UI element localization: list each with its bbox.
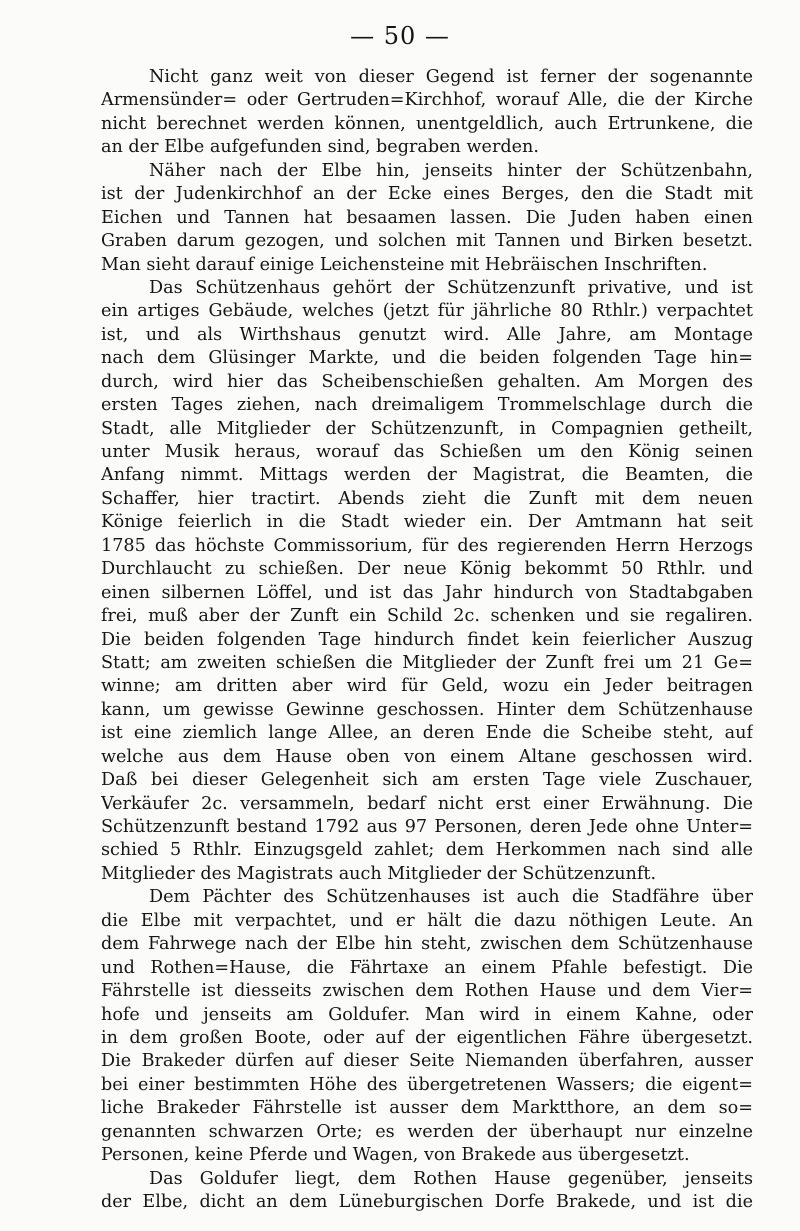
text-line: hofe und jenseits am Goldufer. Man wird in einem Kahne, oder xyxy=(101,1004,753,1025)
text-line: winne; am dritten aber wird für Geld, wozu ein Jeder beitragen xyxy=(101,676,753,697)
text-line: Könige feierlich in die Stadt wieder ein. Der Amtmann hat seit xyxy=(101,512,753,533)
text-line: ist, und als Wirthshaus genutzt wird. Alle Jahre, am Montage xyxy=(101,324,753,345)
text-line: nicht berechnet werden können, unentgeldlich, auch Ertrunkene, die xyxy=(101,113,753,134)
text-line: und Rothen=Hause, die Fährtaxe an einem Pfahle befestigt. Die xyxy=(101,957,753,978)
text-line: der Elbe, dicht an dem Lüneburgischen Dorfe Brakede, und ist die xyxy=(101,1192,753,1212)
text-line: Mitglieder des Magistrats auch Mitglieder der Schützenzunft. xyxy=(101,863,657,884)
text-line: genannten schwarzen Orte; es werden der überhaupt nur einzelne xyxy=(101,1121,753,1142)
text-line: die Elbe mit verpachtet, und er hält die dazu nöthigen Leute. An xyxy=(101,910,753,931)
text-line: Durchlaucht zu schießen. Der neue König bekommt 50 Rthlr. und xyxy=(101,559,753,580)
text-line: einen silbernen Löffel, und ist das Jahr hindurch von Stadtabgaben xyxy=(101,582,753,603)
text-line: Fährstelle ist diesseits zwischen dem Rothen Hause und dem Vier= xyxy=(101,981,753,1002)
text-line: Statt; am zweiten schießen die Mitglieder der Zunft frei um 21 Ge= xyxy=(101,652,753,673)
text-line: Personen, keine Pferde und Wagen, von Brakede aus übergesetzt. xyxy=(101,1145,690,1166)
text-line: Näher nach der Elbe hin, jenseits hinter der Schützenbahn, xyxy=(149,160,753,181)
text-line: Daß bei dieser Gelegenheit sich am ersten Tage viele Zuschauer, xyxy=(101,770,753,791)
text-line: Die Brakeder dürfen auf dieser Seite Niemanden überfahren, ausser xyxy=(101,1051,753,1072)
text-line: kann, um gewisse Gewinne geschossen. Hinter dem Schützenhause xyxy=(101,699,753,720)
text-line: nach dem Glüsinger Markte, und die beiden folgenden Tage hin= xyxy=(101,348,753,369)
text-line: Das Schützenhaus gehört der Schützenzunft privative, und ist xyxy=(149,277,753,298)
text-line: an der Elbe aufgefunden sind, begraben werden. xyxy=(101,137,539,158)
body-text xyxy=(101,66,753,1214)
text-line: bei einer bestimmten Höhe des übergetretenen Wassers; die eigent= xyxy=(101,1074,753,1095)
text-line: durch, wird hier das Scheibenschießen gehalten. Am Morgen des xyxy=(101,371,753,392)
text-line: ein artiges Gebäude, welches (jetzt für jährliche 80 Rthlr.) verpachtet xyxy=(101,301,753,322)
text-line: in dem großen Boote, oder auf der eigentlichen Fähre übergesetzt. xyxy=(101,1027,753,1048)
text-line: Verkäufer 2c. versammeln, bedarf nicht erst einer Erwähnung. Die xyxy=(101,793,753,814)
text-line: ist eine ziemlich lange Allee, an deren Ende die Scheibe steht, auf xyxy=(101,723,753,744)
text-line: Schützenzunft bestand 1792 aus 97 Personen, deren Jede ohne Unter= xyxy=(101,817,753,837)
text-line: 1785 das höchste Commissorium, für des regierenden Herrn Herzogs xyxy=(101,535,753,556)
text-line: Anfang nimmt. Mittags werden der Magistrat, die Beamten, die xyxy=(101,465,753,486)
text-line: liche Brakeder Fährstelle ist ausser dem Marktthore, an dem so= xyxy=(101,1098,753,1119)
text-line: Armensünder= oder Gertruden=Kirchhof, worauf Alle, die der Kirche xyxy=(101,90,753,111)
text-line: Eichen und Tannen hat besaamen lassen. Die Juden haben einen xyxy=(101,207,753,228)
text-line: unter Musik heraus, worauf das Schießen um den König seinen xyxy=(101,442,753,462)
text-line: schied 5 Rthlr. Einzugsgeld zahlet; dem Herkommen nach sind alle xyxy=(101,840,753,861)
text-line: welche aus dem Hause oben von einem Altane geschossen wird. xyxy=(101,746,753,767)
text-line: Stadt, alle Mitglieder der Schützenzunft, in Compagnien getheilt, xyxy=(101,418,753,439)
text-line: Graben darum gezogen, und solchen mit Tannen und Birken besetzt. xyxy=(101,231,753,252)
text-line: Schaffer, hier tractirt. Abends zieht die Zunft mit dem neuen xyxy=(101,488,753,509)
text-line: ist der Judenkirchhof an der Ecke eines Berges, den die Stadt mit xyxy=(101,184,753,205)
text-line: Die beiden folgenden Tage hindurch findet kein feierlicher Auszug xyxy=(101,629,753,650)
text-line: Das Goldufer liegt, dem Rothen Hause gegenüber, jenseits xyxy=(149,1168,753,1189)
text-line: ersten Tages ziehen, nach dreimaligem Trommelschlage durch die xyxy=(101,395,753,416)
text-line: dem Fahrwege nach der Elbe hin steht, zwischen dem Schützenhause xyxy=(101,934,753,955)
text-line: frei, muß aber der Zunft ein Schild 2c. schenken und sie regaliren. xyxy=(101,606,753,627)
page-number: — 50 — xyxy=(350,22,450,50)
text-line: Nicht ganz weit von dieser Gegend ist ferner der sogenannte xyxy=(149,67,753,87)
text-line: Dem Pächter des Schützenhauses ist auch die Stadfähre über xyxy=(149,887,753,908)
text-line: Man sieht darauf einige Leichensteine mit Hebräischen Inschriften. xyxy=(101,254,708,275)
